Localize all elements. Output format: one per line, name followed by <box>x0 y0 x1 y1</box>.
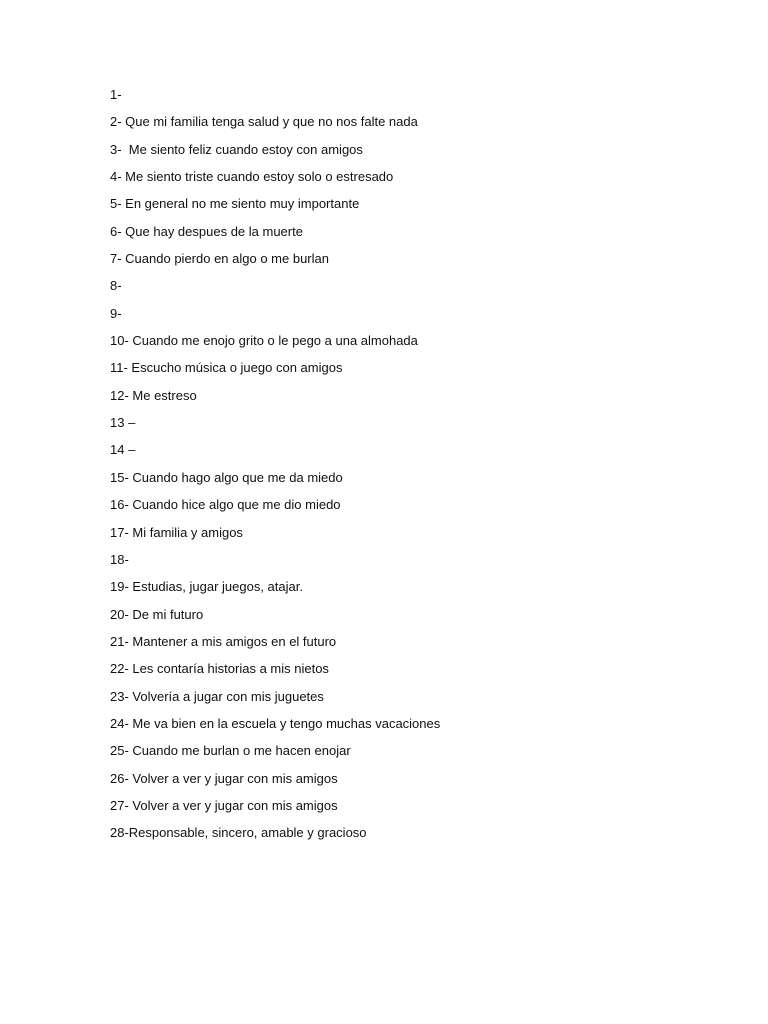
answer-line-12: 12- Me estreso <box>110 387 197 403</box>
answer-line-2: 2- Que mi familia tenga salud y que no nos falte nada <box>110 114 418 130</box>
answer-line-16: 16- Cuando hice algo que me dio miedo <box>110 497 341 513</box>
answer-line-5: 5- En general no me siento muy importante <box>110 196 360 212</box>
answer-line-1: 1- <box>110 87 122 102</box>
answer-line-3: 3- Me siento feliz cuando estoy con amigos <box>110 141 363 157</box>
answer-line-7: 7- Cuando pierdo en algo o me burlan <box>110 251 329 267</box>
answer-line-4: 4- Me siento triste cuando estoy solo o estresado <box>110 169 394 185</box>
answer-line-26: 26- Volver a ver y jugar con mis amigos <box>110 770 338 786</box>
answer-line-27: 27- Volver a ver y jugar con mis amigos <box>110 797 338 813</box>
answer-line-15: 15- Cuando hago algo que me da miedo <box>110 469 343 485</box>
answer-line-13: 13 – <box>110 415 136 431</box>
answer-line-11: 11- Escucho música o juego con amigos <box>110 360 343 376</box>
answer-line-18: 18- <box>110 551 129 567</box>
answer-line-25: 25- Cuando me burlan o me hacen enojar <box>110 743 351 759</box>
answer-line-23: 23- Volvería a jugar con mis juguetes <box>110 688 324 704</box>
answer-line-10: 10- Cuando me enojo grito o le pego a una almohada <box>110 333 418 349</box>
answer-line-6: 6- Que hay despues de la muerte <box>110 223 303 239</box>
answer-line-9: 9- <box>110 305 122 321</box>
answer-line-22: 22- Les contaría historias a mis nietos <box>110 661 329 677</box>
answer-line-20: 20- De mi futuro <box>110 606 204 622</box>
answer-line-17: 17- Mi familia y amigos <box>110 524 243 540</box>
answer-line-8: 8- <box>110 278 122 294</box>
answer-list <box>110 86 730 852</box>
answer-line-19: 19- Estudias, jugar juegos, atajar. <box>110 579 303 595</box>
answer-line-28: 28-Responsable, sincero, amable y gracioso <box>110 825 367 841</box>
answer-line-21: 21- Mantener a mis amigos en el futuro <box>110 633 337 649</box>
answer-line-14: 14 – <box>110 442 136 458</box>
answer-line-24: 24- Me va bien en la escuela y tengo muchas vacaciones <box>110 715 441 731</box>
